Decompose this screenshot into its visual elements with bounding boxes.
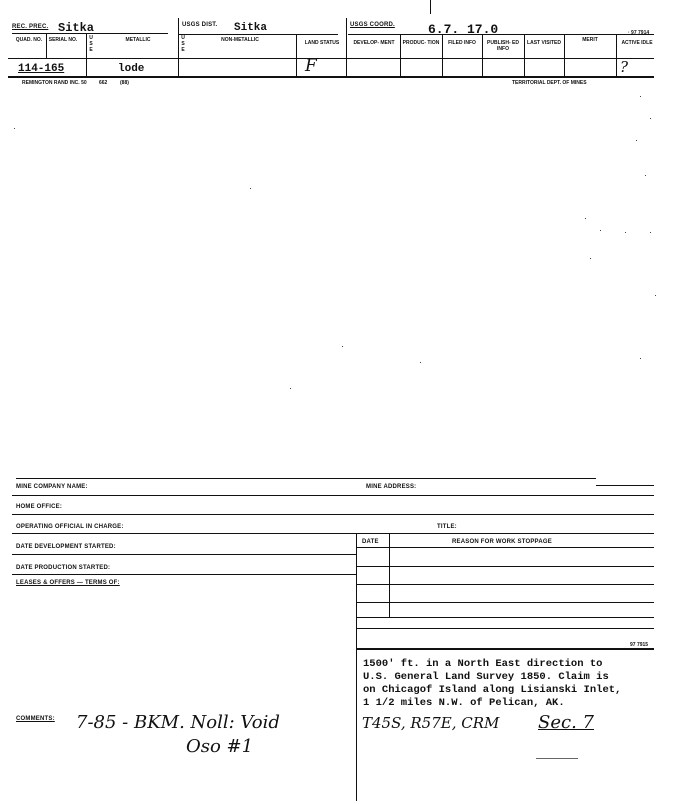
col-published-info: PUBLISH- ED INFO [487, 40, 519, 52]
speck [420, 362, 421, 363]
rule [16, 478, 596, 479]
rule [356, 566, 654, 567]
speck [590, 258, 591, 259]
comments-handwriting-line2: Oso #1 [186, 736, 254, 757]
mine-address-label: MINE ADDRESS: [366, 484, 417, 490]
rule [178, 18, 179, 76]
usgs-dist-value: Sitka [234, 22, 268, 34]
rule [346, 18, 347, 76]
speck [342, 346, 343, 347]
col-production: PRODUC- TION [402, 40, 440, 46]
rule [356, 648, 654, 650]
speck [650, 118, 651, 119]
comments-label: COMMENTS: [16, 716, 55, 722]
usgs-coord-value: 6.7. 17.0 [428, 22, 499, 37]
pen-stroke [536, 758, 578, 759]
printer-code2: (88) [120, 80, 129, 86]
speck [640, 358, 641, 359]
rec-prec-value: Sitka [58, 21, 95, 35]
speck [600, 230, 601, 231]
col-use-non-metallic: U S E [181, 35, 185, 53]
rule [348, 34, 654, 35]
rule [86, 34, 87, 76]
rule [8, 58, 654, 59]
rule [296, 34, 297, 76]
rule [356, 628, 654, 629]
rule [524, 34, 525, 76]
date-production-label: DATE PRODUCTION STARTED: [16, 565, 111, 571]
rule [356, 617, 654, 618]
col-serial-no: SERIAL NO. [48, 37, 78, 43]
usgs-dist-label: USGS DIST. [182, 22, 218, 28]
rule [12, 514, 654, 515]
rule [12, 533, 654, 534]
speck [625, 232, 626, 233]
mine-company-name-label: MINE COMPANY NAME: [16, 484, 88, 490]
printer-code1: 662 [99, 80, 108, 86]
remarks-line: U.S. General Land Survey 1850. Claim is [363, 671, 609, 683]
rule [178, 34, 338, 35]
usgs-coord-label: USGS COORD. [350, 22, 395, 28]
rule [356, 533, 357, 801]
col-metallic: METALLIC [125, 37, 151, 43]
operating-official-label: OPERATING OFFICIAL IN CHARGE: [16, 524, 124, 530]
col-quad-no: QUAD. NO. [15, 37, 43, 43]
col-merit: MERIT [582, 37, 598, 43]
date-development-label: DATE DEVELOPMENT STARTED: [16, 544, 116, 550]
remarks-line: on Chicagof Island along Lisianski Inlet, [363, 684, 622, 696]
rule [482, 34, 483, 76]
speck [585, 218, 586, 219]
printer-imprint: REMINGTON RAND INC. 50 [22, 80, 87, 86]
rule [564, 34, 565, 76]
remarks-line: 1500' ft. in a North East direction to [363, 658, 603, 670]
rule [356, 584, 654, 585]
col-active-idle: ACTIVE IDLE [621, 40, 653, 46]
stray-mark [430, 0, 431, 14]
record-metallic: lode [118, 63, 145, 75]
record-land-status: F [305, 56, 317, 76]
speck [636, 140, 637, 141]
rule [400, 34, 401, 76]
leases-offers-label: LEASES & OFFERS — TERMS OF: [16, 580, 120, 586]
col-non-metallic: NON-METALLIC [221, 37, 259, 43]
reason-col-label: REASON FOR WORK STOPPAGE [452, 539, 552, 545]
col-land-status: LAND STATUS [304, 40, 340, 46]
rule [12, 495, 654, 496]
handwritten-location: T45S, R57E, CRM [362, 714, 500, 732]
form-number: · 97 7914 [628, 30, 650, 36]
col-filed-info: FILED INFO [448, 40, 476, 46]
rec-prec-label: REC. PREC. [12, 24, 49, 30]
rule [356, 602, 654, 603]
rule [596, 485, 654, 486]
form-number-2: 97 7915 [630, 642, 649, 648]
speck [640, 96, 641, 97]
comments-handwriting-line1: 7-85 - BKM. Noll: Void [76, 712, 280, 733]
remarks-block [363, 658, 663, 710]
department-name: TERRITORIAL DEPT. OF MINES [512, 80, 587, 86]
rule [356, 547, 654, 548]
speck [645, 175, 646, 176]
record-active-idle: ? [620, 58, 629, 76]
rule [46, 34, 47, 58]
title-label: TITLE: [437, 524, 457, 530]
remarks-line: 1 1/2 miles N.W. of Pelican, AK. [363, 697, 565, 709]
speck [650, 232, 651, 233]
speck [250, 188, 251, 189]
rule [389, 533, 390, 617]
rule [12, 574, 356, 575]
rule [616, 34, 617, 76]
col-use-metallic: U S E [89, 35, 93, 53]
col-last-visited: LAST VISITED [527, 40, 561, 46]
rule [12, 33, 168, 34]
rule [12, 554, 356, 555]
col-development: DEVELOP- MENT [353, 40, 395, 46]
rule [442, 34, 443, 76]
date-col-label: DATE [362, 539, 379, 545]
speck [655, 295, 656, 296]
handwritten-section: Sec. 7 [538, 712, 594, 733]
home-office-label: HOME OFFICE: [16, 504, 63, 510]
speck [290, 388, 291, 389]
rule [8, 76, 654, 78]
speck [14, 128, 15, 129]
record-quad-serial: 114-165 [18, 63, 65, 75]
